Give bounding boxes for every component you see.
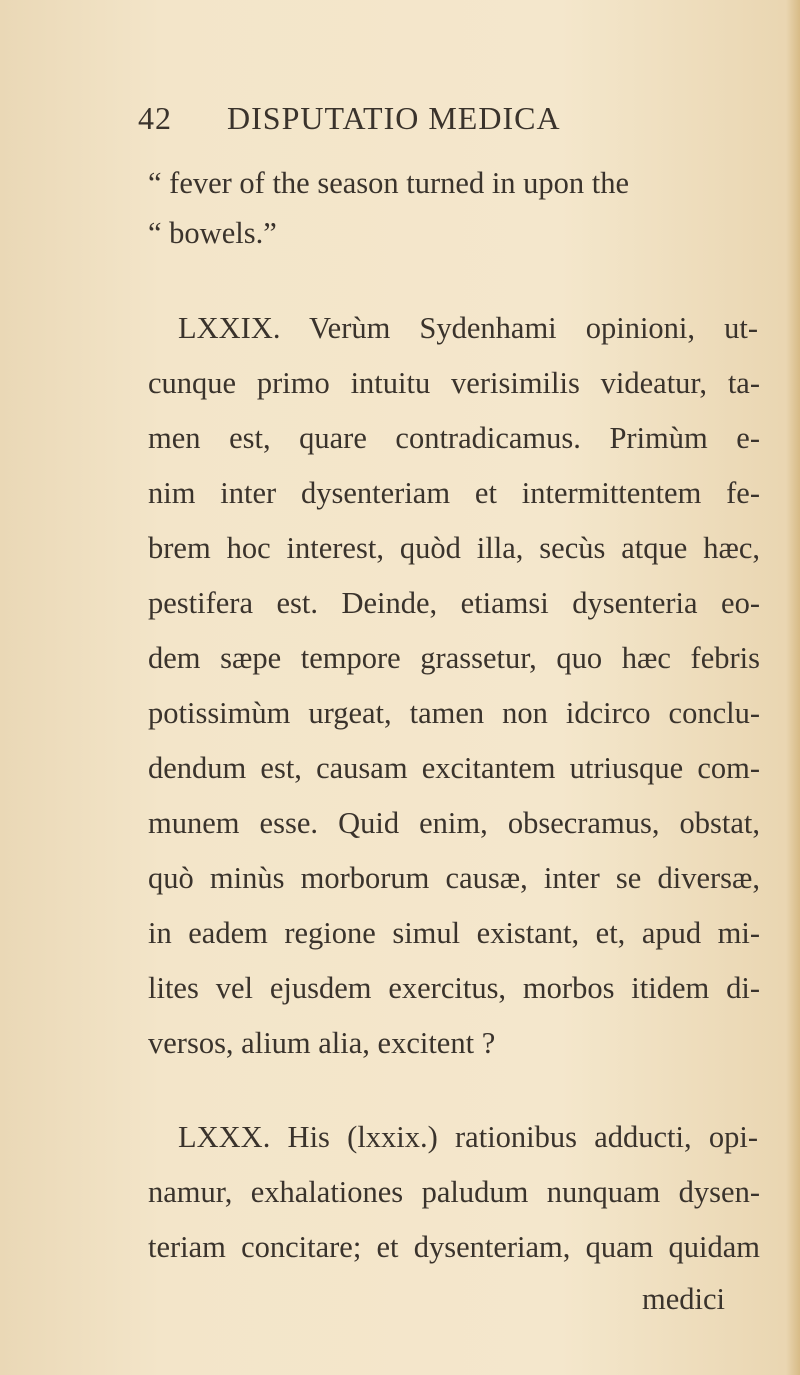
page-number: 42 xyxy=(138,100,172,136)
text-line: dem sæpe tempore grassetur, quo hæc febris xyxy=(148,641,760,675)
text-line: nim inter dysenteriam et intermittentem fe- xyxy=(148,476,760,510)
paragraph-start-lxxx: LXXX. His (lxxix.) rationibus adducti, opi- xyxy=(178,1120,758,1154)
text-line: “ bowels.” xyxy=(148,216,277,250)
text-line: namur, exhalationes paludum nunquam dysen- xyxy=(148,1175,760,1209)
page-edge-shadow xyxy=(786,0,800,1375)
text-line: potissimùm urgeat, tamen non idcirco conclu- xyxy=(148,696,760,730)
running-title: DISPUTATIO MEDICA xyxy=(227,100,561,136)
catchword: medici xyxy=(642,1282,725,1316)
text-line: in eadem regione simul existant, et, apud mi- xyxy=(148,916,760,950)
paragraph-start-lxxix: LXXIX. Verùm Sydenhami opinioni, ut- xyxy=(178,311,758,345)
text-line: “ fever of the season turned in upon the xyxy=(148,166,630,200)
text-line: quò minùs morborum causæ, inter se diversæ, xyxy=(148,861,760,895)
text-line: men est, quare contradicamus. Primùm e- xyxy=(148,421,760,455)
text-line: lites vel ejusdem exercitus, morbos itidem di- xyxy=(148,971,760,1005)
text-line: munem esse. Quid enim, obsecramus, obstat, xyxy=(148,806,760,840)
text-line: pestifera est. Deinde, etiamsi dysenteria eo- xyxy=(148,586,760,620)
text-line: dendum est, causam excitantem utriusque com- xyxy=(148,751,760,785)
running-header xyxy=(138,100,758,137)
text-line: cunque primo intuitu verisimilis videatur, ta- xyxy=(148,366,760,400)
text-line: teriam concitare; et dysenteriam, quam quidam xyxy=(148,1230,760,1264)
text-line: brem hoc interest, quòd illa, secùs atque hæc, xyxy=(148,531,760,565)
text-line: versos, alium alia, excitent ? xyxy=(148,1026,496,1060)
